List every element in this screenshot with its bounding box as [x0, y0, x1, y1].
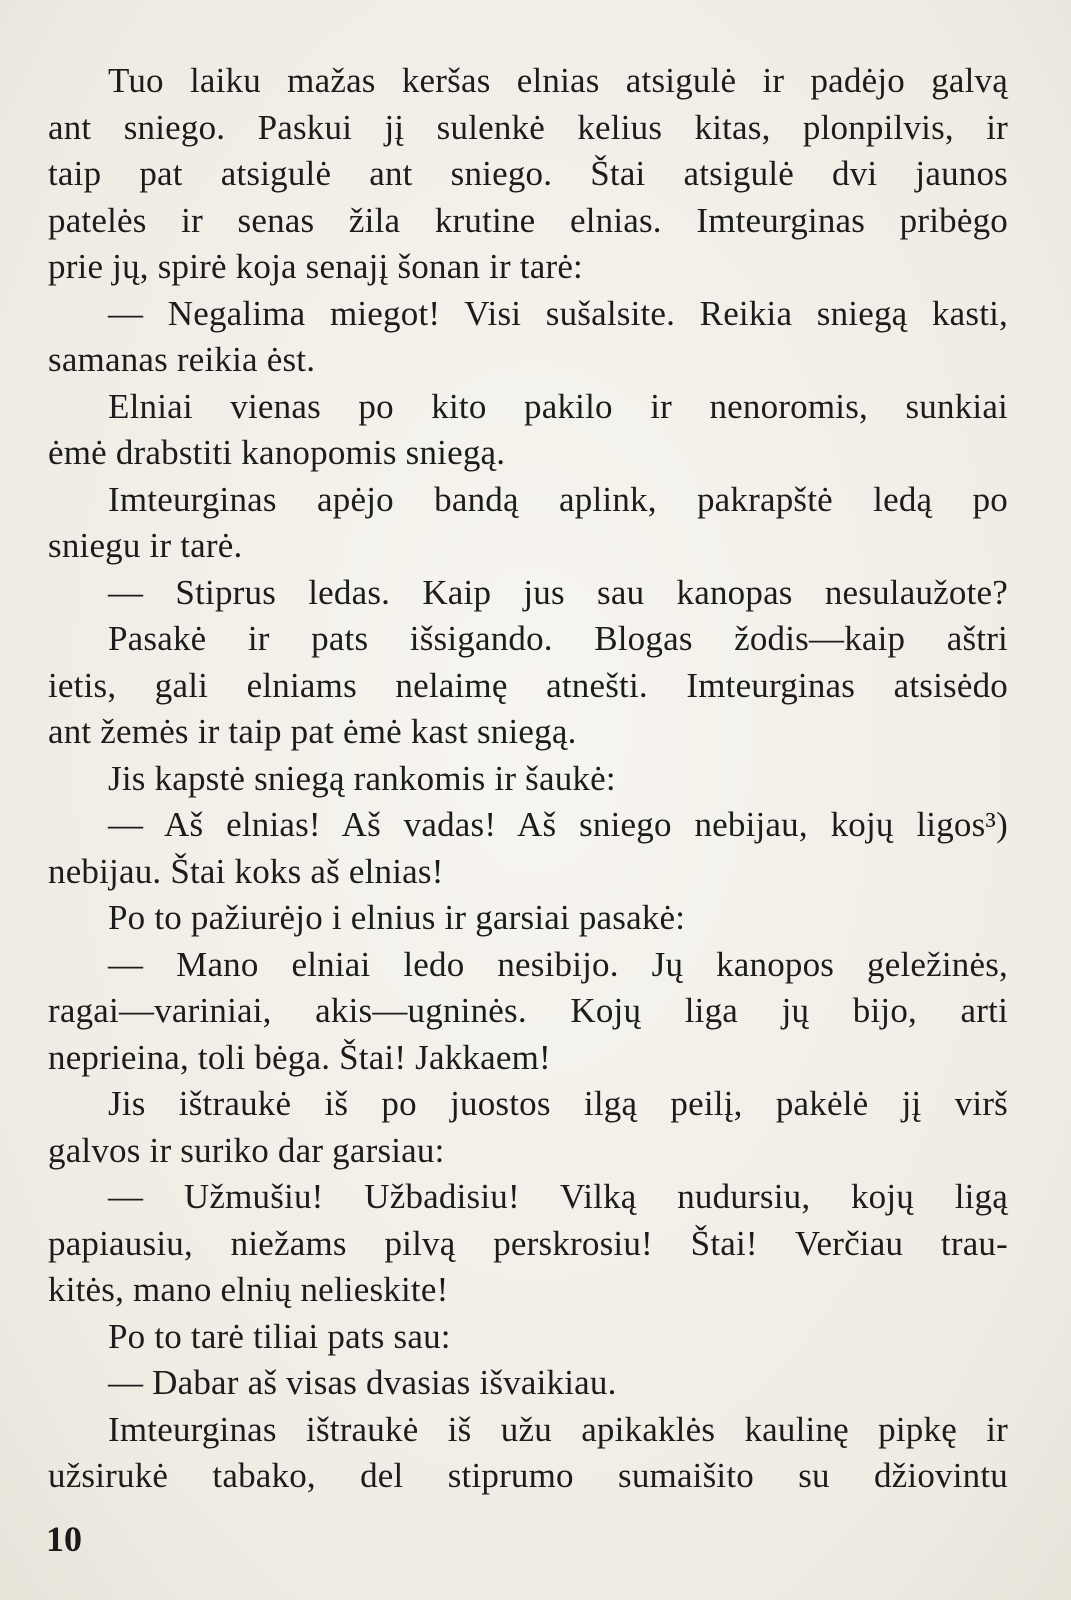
text-line: Jis ištraukė iš po juostos ilgą peilį, pakėlė jį virš [108, 1084, 1008, 1123]
text-line: ėmė drabstiti kanopomis sniegą. [48, 433, 506, 472]
text-line: Jis kapstė sniegą rankomis ir šaukė: [108, 758, 616, 798]
text-line: užsirukė tabako, del stiprumo sumaišito su džiovintu [48, 1456, 1008, 1495]
text-line: — Dabar aš visas dvasias išvaikiau. [108, 1363, 617, 1402]
text-line: papiausiu, niežams pilvą perskrosiu! Štai! Verčiau trau- [48, 1223, 1008, 1263]
text-line: — Užmušiu! Užbadisiu! Vilką nudursiu, kojų ligą [108, 1177, 1008, 1216]
text-line: ragai—variniai, akis—ugninės. Kojų liga jų bijo, arti [48, 991, 1008, 1030]
text-line: Pasakė ir pats išsigando. Blogas žodis—kaip aštri [108, 619, 1008, 658]
text-line: Tuo laiku mažas keršas elnias atsigulė ir padėjo galvą [108, 61, 1008, 100]
text-line: sniegu ir tarė. [48, 526, 243, 565]
text-line: neprieina, toli bėga. Štai! Jakkaem! [48, 1037, 551, 1077]
text-line: Imteurginas ištraukė iš užu apikaklės kaulinę pipkę ir [108, 1409, 1008, 1449]
text-line: prie jų, spirė koja senajį šonan ir tarė: [48, 247, 583, 286]
text-line: Imteurginas apėjo bandą aplink, pakrapštė ledą po [108, 479, 1008, 519]
text-line: Po to tarė tiliai pats sau: [108, 1316, 451, 1356]
text-line: samanas reikia ėst. [48, 340, 316, 379]
body-text [48, 58, 1008, 1500]
text-line: patelės ir senas žila krutine elnias. Imteurginas pribėgo [48, 200, 1008, 240]
text-line: — Negalima miegot! Visi sušalsite. Reikia sniegą kasti, [108, 293, 1008, 333]
text-line: — Stiprus ledas. Kaip jus sau kanopas nesulaužote? [108, 572, 1008, 612]
text-line: — Aš elnias! Aš vadas! Aš sniego nebijau, kojų ligos³) [108, 805, 1008, 844]
text-line: nebijau. Štai koks aš elnias! [48, 851, 444, 891]
text-line: taip pat atsigulė ant sniego. Štai atsigulė dvi jaunos [48, 154, 1008, 193]
text-line: — Mano elniai ledo nesibijo. Jų kanopos geležinės, [108, 944, 1008, 984]
text-line: ant žemės ir taip pat ėmė kast sniegą. [48, 712, 577, 751]
page-number: 10 [46, 1519, 82, 1559]
text-line: ant sniego. Paskui jį sulenkė kelius kitas, plonpilvis, ir [48, 107, 1008, 147]
text-line: ietis, gali elniams nelaimę atnešti. Imteurginas atsisėdo [48, 665, 1008, 705]
text-line: galvos ir suriko dar garsiau: [48, 1130, 445, 1170]
text-line: Elniai vienas po kito pakilo ir nenoromis, sunkiai [108, 386, 1008, 426]
text-line: Po to pažiurėjo i elnius ir garsiai pasakė: [108, 898, 686, 937]
text-line: kitės, mano elnių nelieskite! [48, 1270, 449, 1309]
